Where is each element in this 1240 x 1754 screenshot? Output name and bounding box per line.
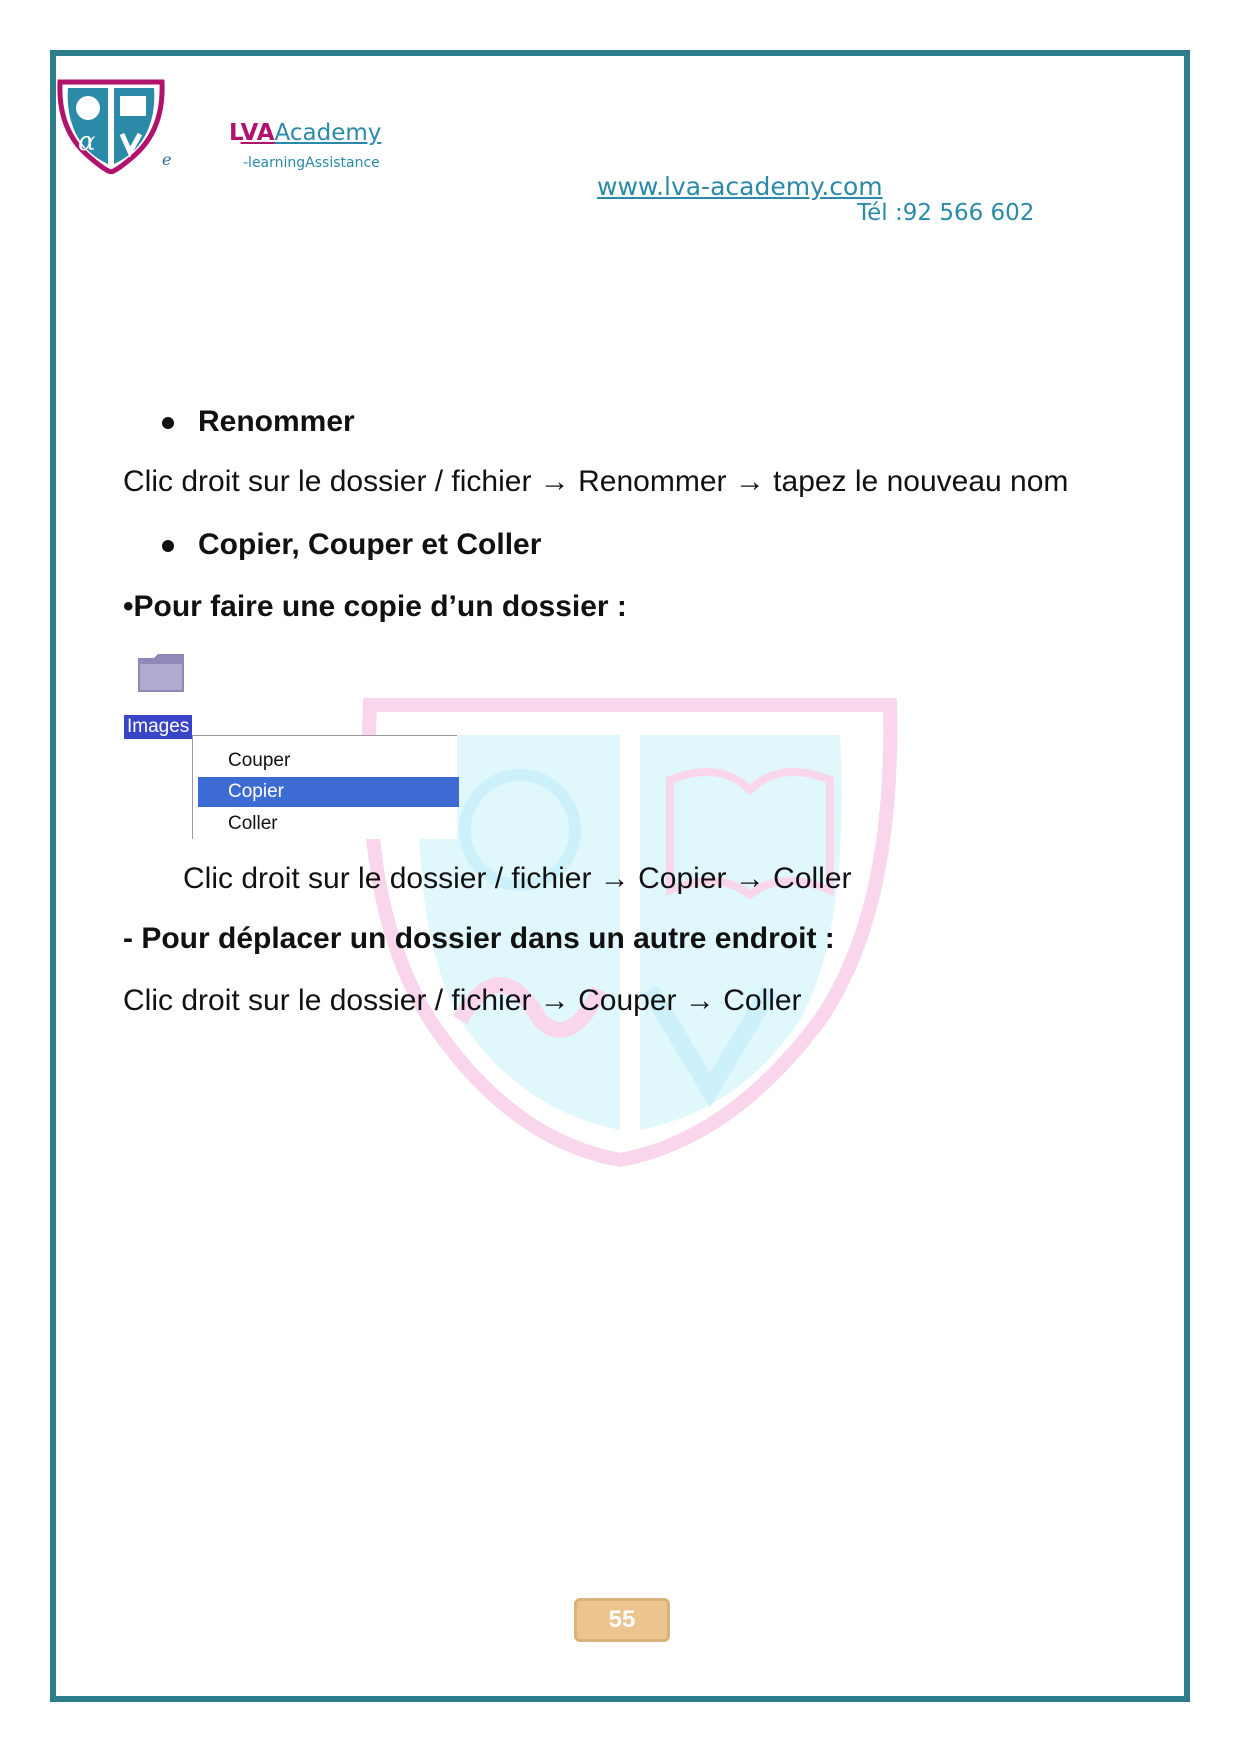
website-link[interactable]: www.lva-academy.com xyxy=(597,172,883,201)
context-menu-screenshot xyxy=(118,650,468,840)
bullet-icon xyxy=(162,417,174,429)
brand-tagline: -learningAssistance xyxy=(243,155,380,171)
brand-va: VA xyxy=(240,120,275,146)
page-number: 55 xyxy=(574,1598,670,1642)
copy-heading: Copier, Couper et Coller xyxy=(198,528,542,561)
move-instruction: Clic droit sur le dossier / fichier → Couper → Coller xyxy=(123,984,802,1017)
phone-number: Tél :92 566 602 xyxy=(857,200,1035,226)
brand-academy: Academy xyxy=(274,120,382,146)
folder-label[interactable]: Images xyxy=(124,715,192,739)
copy-instruction: Clic droit sur le dossier / fichier → Copier → Coller xyxy=(183,862,852,895)
logo-letter: e xyxy=(162,150,172,169)
rename-heading: Renommer xyxy=(198,405,355,438)
menu-item-coller[interactable]: Coller xyxy=(228,813,278,834)
svg-text:α: α xyxy=(78,127,96,157)
bullet-icon xyxy=(162,540,174,552)
folder-icon xyxy=(136,650,186,696)
rename-instruction: Clic droit sur le dossier / fichier → Renommer → tapez le nouveau nom xyxy=(123,465,1069,498)
copy-subheading: •Pour faire une copie d’un dossier : xyxy=(123,590,627,623)
context-menu xyxy=(192,735,457,839)
brand-name xyxy=(229,120,381,146)
menu-item-copier[interactable]: Copier xyxy=(198,777,459,807)
lva-logo-icon xyxy=(56,78,166,174)
move-subheading: - Pour déplacer un dossier dans un autre endroit : xyxy=(123,922,835,955)
menu-item-couper[interactable]: Couper xyxy=(228,750,291,771)
brand-l: L xyxy=(229,120,241,146)
